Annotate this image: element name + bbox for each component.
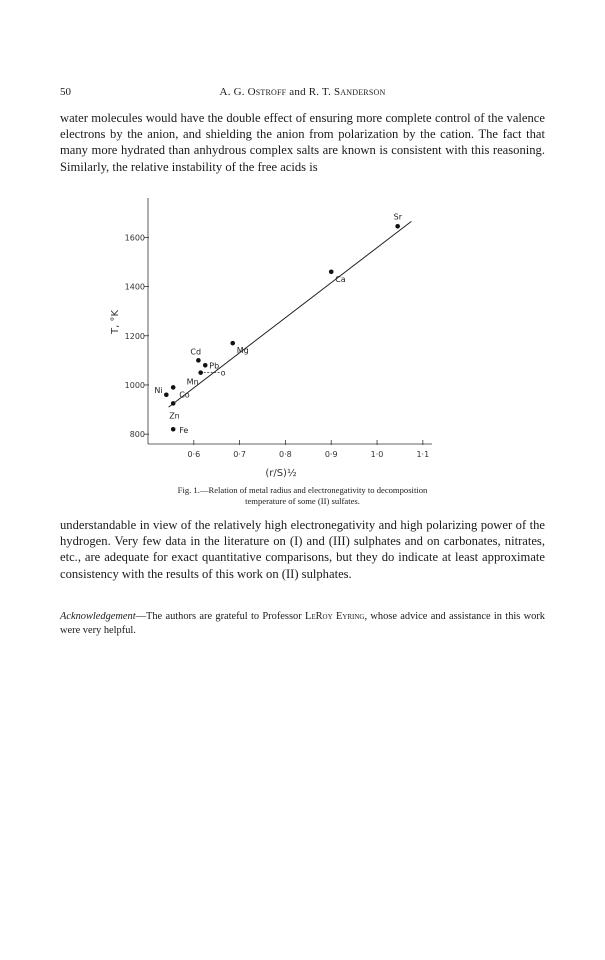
caption-line-2: temperature of some (II) sulfates. bbox=[245, 496, 360, 506]
acknowledgement-text-after: , whose advice and assistance in this work were very helpful. bbox=[60, 611, 545, 636]
paragraph-top: water molecules would have the double effect of ensuring more complete control of the valence electrons by the anion, and shielding the anion from polarization by the cation. The fact that many more hydrated than anhydrous complex salts are known is consistent with this reasoning. Similarly, the relative instability of the free acids is bbox=[60, 111, 545, 174]
authors-conjunction: and R. T. bbox=[286, 86, 334, 98]
x-tick-label: 0·8 bbox=[279, 450, 292, 459]
data-point-mg bbox=[230, 341, 235, 346]
data-label-sr: Sr bbox=[393, 212, 403, 222]
x-tick-label: 0·9 bbox=[324, 450, 338, 459]
data-point-ca bbox=[329, 270, 334, 275]
author1-surname: Ostroff bbox=[247, 86, 287, 98]
data-point-sr bbox=[395, 224, 400, 229]
data-point-zn bbox=[171, 401, 176, 406]
y-tick-label: 1200 bbox=[124, 331, 145, 341]
data-point-cd bbox=[196, 358, 201, 363]
data-point-fe bbox=[171, 427, 176, 432]
data-point-pb bbox=[203, 363, 208, 368]
authors-prefix: A. G. bbox=[219, 86, 248, 98]
author2-surname: Sanderson bbox=[333, 86, 386, 98]
data-label-mg: Mg bbox=[236, 346, 249, 356]
data-label-ni: Ni bbox=[154, 385, 163, 395]
annotation-label: o bbox=[220, 368, 226, 378]
data-label-pb: Pb bbox=[209, 361, 220, 371]
y-axis-label: T, °K bbox=[110, 309, 121, 335]
acknowledgement bbox=[60, 610, 545, 637]
fit-line bbox=[169, 221, 412, 407]
data-label-cd: Cd bbox=[190, 347, 202, 357]
y-tick-label: 1600 bbox=[124, 233, 145, 243]
chart-plot-area bbox=[125, 198, 432, 459]
x-tick-label: 0·7 bbox=[233, 450, 246, 459]
figure-caption bbox=[60, 485, 545, 507]
data-point-mn bbox=[198, 370, 203, 375]
y-tick-label: 1400 bbox=[124, 282, 145, 292]
caption-line-1: Fig. 1.—Relation of metal radius and electronegativity to decomposition bbox=[177, 485, 428, 495]
data-point-co bbox=[171, 385, 176, 390]
x-axis-label: (r/S)½ bbox=[265, 468, 297, 479]
data-label-ca: Ca bbox=[335, 274, 346, 284]
acknowledgement-text-before: —The authors are grateful to Professor bbox=[135, 611, 305, 622]
y-tick-label: 1000 bbox=[124, 380, 145, 390]
data-label-co: Co bbox=[179, 390, 190, 400]
data-label-fe: Fe bbox=[179, 426, 189, 436]
paragraph-bottom: understandable in view of the relatively high electronegativity and high polarizing power of the hydrogen. Very few data in the literature on (I) and (III) sulphates and on carbonates, nitrates, etc., are adequate for exact quantitative comparisons, but they do indicate at least approximate consistency with the results of this work on (II) sulphates. bbox=[60, 518, 545, 581]
x-tick-label: 1·1 bbox=[416, 450, 430, 459]
data-point-ni bbox=[164, 393, 169, 398]
page-number: 50 bbox=[60, 86, 71, 98]
acknowledgement-name: LeRoy Eyring bbox=[304, 611, 365, 622]
data-label-mn: Mn bbox=[186, 377, 199, 387]
x-tick-label: 1·0 bbox=[370, 450, 384, 459]
data-label-zn: Zn bbox=[169, 411, 180, 421]
acknowledgement-label: Acknowledgement bbox=[60, 611, 136, 622]
x-tick-label: 0·6 bbox=[187, 450, 201, 459]
y-tick-label: 800 bbox=[129, 430, 145, 440]
